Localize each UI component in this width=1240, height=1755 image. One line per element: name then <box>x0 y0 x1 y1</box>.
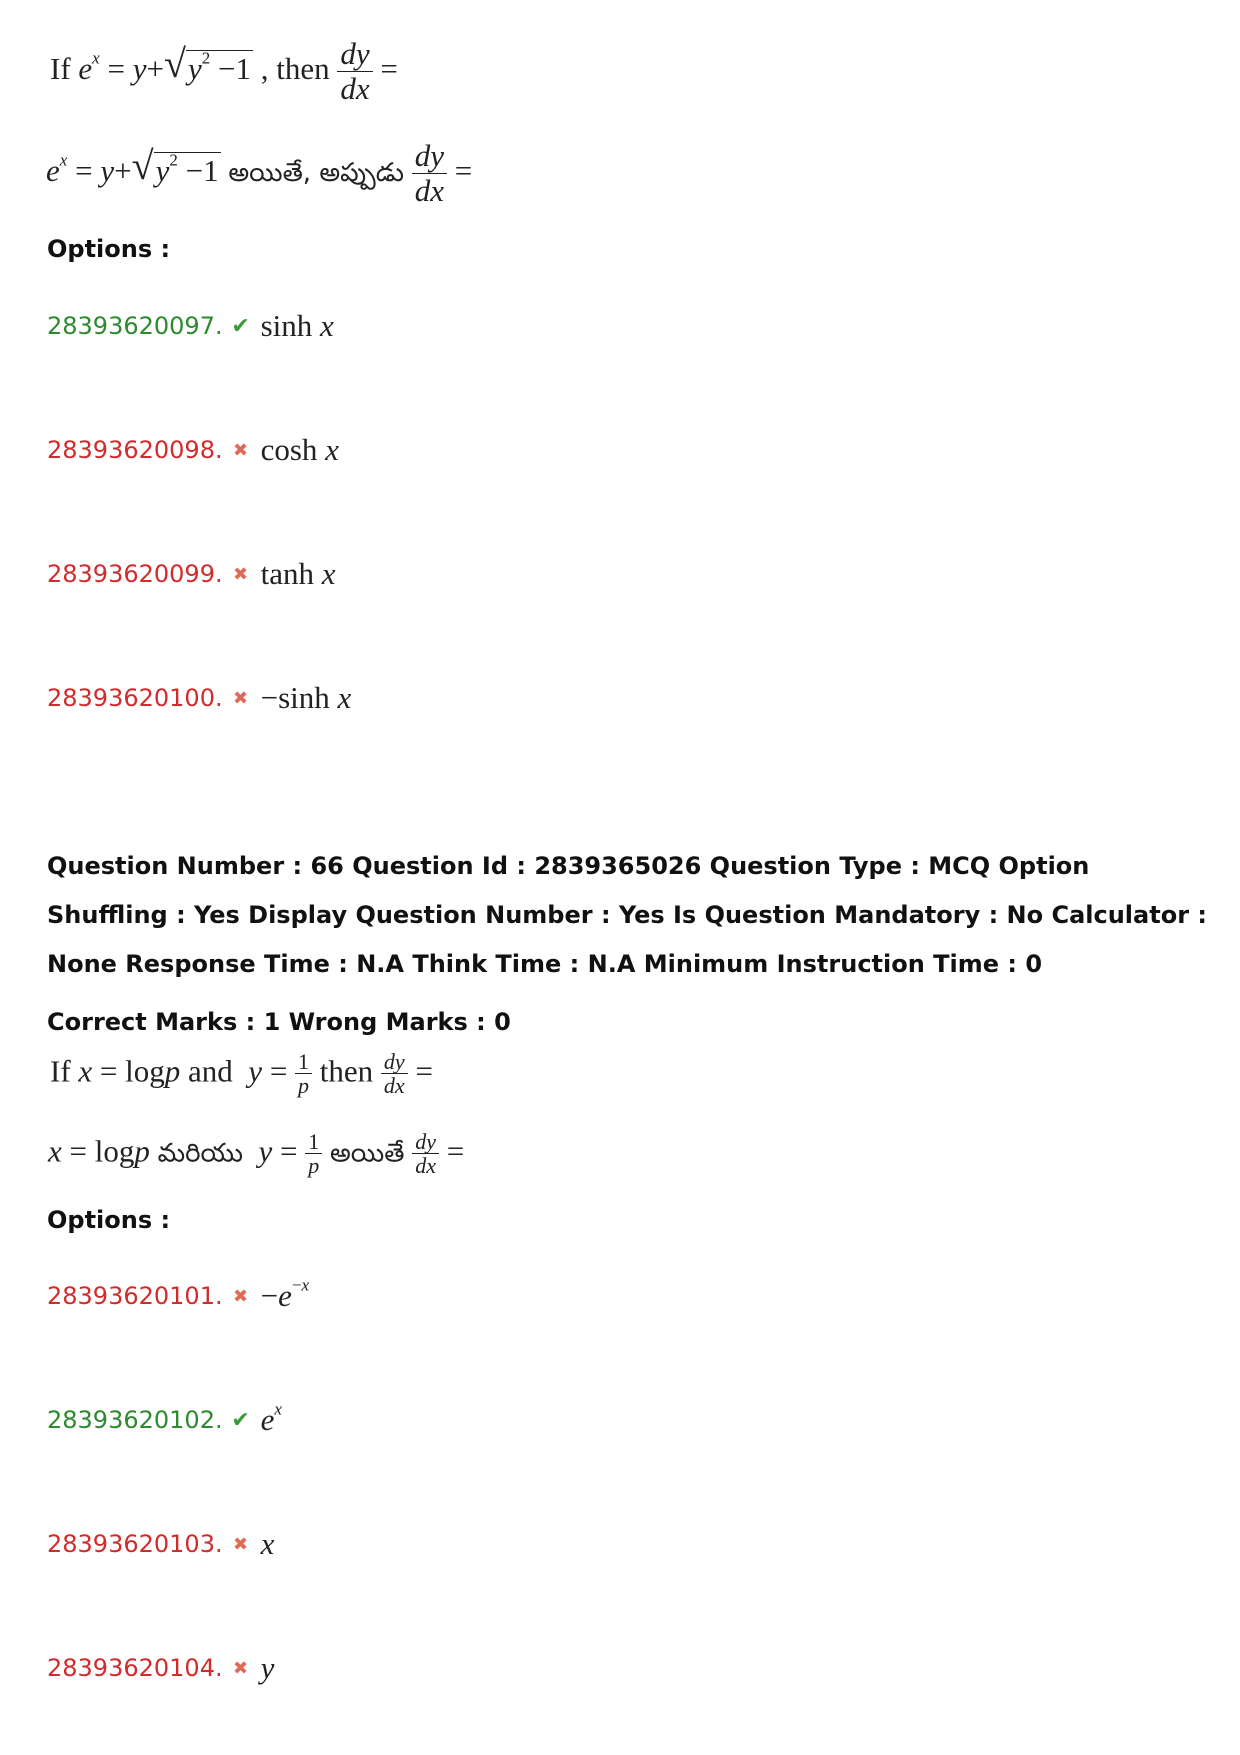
q66-question-en: If x = logp and y = $\frac{1}{p}$ then $\frac{dy}{dx}$ = <box>50 1049 433 1099</box>
option-id: 28393620097. <box>47 312 223 340</box>
option-id: 28393620102. <box>47 1406 223 1434</box>
option-id: 28393620099. <box>47 560 223 588</box>
option-answer: cosh x <box>260 432 339 467</box>
q65-question-en: If $e^x = y+$ √ $y^2 -1$ , then $\frac{dy}{dx}$ = <box>50 36 398 106</box>
cross-icon: ✖ <box>233 687 249 709</box>
option-id: 28393620103. <box>47 1530 223 1558</box>
q65-option-3 <box>47 554 335 594</box>
q66-meta: Question Number : 66 Question Id : 2839365026 Question Type : MCQ Option Shuffling : Yes Display Question Number : Yes Is Question Mandatory : No Calculator : None Response Time : N.A Think Time : N.A Minimum Instruction Time : 0 <box>47 852 1207 978</box>
cross-icon: ✖ <box>233 439 249 461</box>
option-answer: sinh x <box>260 308 334 343</box>
q66-options-label: Options : <box>47 1206 171 1234</box>
q65-option-4 <box>47 678 351 718</box>
cross-icon: ✖ <box>233 1285 249 1307</box>
cross-icon: ✖ <box>233 1533 249 1555</box>
option-answer: $e^x$ <box>260 1399 282 1437</box>
check-icon: ✔ <box>231 1407 250 1433</box>
option-id: 28393620104. <box>47 1654 223 1682</box>
q66-question-te: x = logp మరియు y = $\frac{1}{p}$ అయితే $\frac{dy}{dx}$ = <box>48 1129 465 1179</box>
option-answer: −sinh x <box>260 680 352 715</box>
q66-option-4 <box>47 1648 274 1688</box>
q66-option-1 <box>47 1276 309 1316</box>
option-answer: x <box>260 1526 275 1561</box>
q66-marks: Correct Marks : 1 Wrong Marks : 0 <box>47 1008 511 1036</box>
option-id: 28393620100. <box>47 684 223 712</box>
option-answer: $-e^{-x}$ <box>260 1275 310 1313</box>
option-id: 28393620101. <box>47 1282 223 1310</box>
cross-icon: ✖ <box>233 563 249 585</box>
q65-option-2 <box>47 430 339 470</box>
cross-icon: ✖ <box>233 1657 249 1679</box>
q66-option-3 <box>47 1524 274 1564</box>
q66-option-2 <box>47 1400 282 1440</box>
option-id: 28393620098. <box>47 436 223 464</box>
q65-options-label: Options : <box>47 235 171 263</box>
q65-question-te: $e^x = y+$ √ $y^2 -1$ అయితే, అప్పుడు $\frac{dy}{dx}$ = <box>46 138 473 208</box>
option-answer: tanh x <box>260 556 336 591</box>
option-answer: y <box>260 1650 275 1685</box>
check-icon: ✔ <box>231 313 250 339</box>
q65-option-1 <box>47 306 334 346</box>
